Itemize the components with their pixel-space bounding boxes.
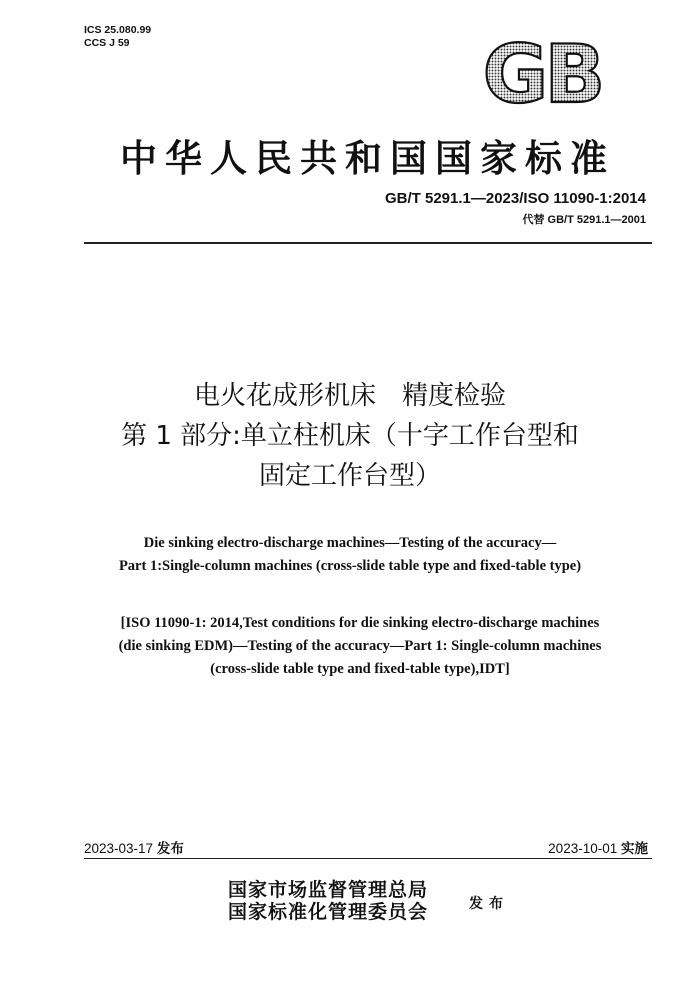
publisher-name: 国家市场监督管理总局 (228, 879, 429, 901)
ics-code: ICS 25.080.99 (84, 24, 152, 36)
english-title-line: Die sinking electro-discharge machines—Testing of the accuracy— (143, 535, 557, 551)
publishers (228, 879, 428, 923)
issue-date-label: 发布 (156, 841, 184, 856)
ccs-code: CCS J 59 (84, 37, 130, 49)
adoption-line: [ISO 11090-1: 2014,Test conditions for die sinking electro-discharge machines (120, 615, 600, 631)
chinese-title-line: 电火花成形机床 精度检验 (193, 381, 506, 411)
adoption-line: (die sinking EDM)—Testing of the accuracy—Part 1: Single-column machines (118, 638, 602, 654)
chinese-title-line: 固定工作台型） (258, 461, 441, 491)
replaces-note: 代替 GB/T 5291.1—2001 (522, 214, 646, 226)
implementation-date-label: 实施 (621, 841, 648, 856)
implementation-date-value: 2023-10-01 (548, 841, 618, 856)
authority-title: 中华人民共和国国家标准 (120, 136, 615, 180)
chinese-title (40, 376, 660, 496)
adoption-statement (70, 612, 650, 681)
english-title (60, 532, 640, 578)
chinese-title-line: 第 1 部分:单立柱机床（十字工作台型和 (121, 421, 579, 451)
issue-date-value: 2023-03-17 (84, 841, 154, 856)
publisher-name: 国家标准化管理委员会 (228, 901, 429, 923)
issue-date (84, 837, 184, 857)
publish-action: 发布 (469, 896, 509, 912)
standard-number: GB/T 5291.1—2023/ISO 11090-1:2014 (384, 190, 646, 207)
footer-divider (84, 858, 652, 859)
implementation-date (548, 837, 648, 857)
gb-logo (470, 36, 614, 108)
english-title-line: Part 1:Single-column machines (cross-slide table type and fixed-table type) (118, 558, 582, 574)
header-divider (84, 242, 652, 244)
adoption-line: (cross-slide table type and fixed-table type),IDT] (210, 661, 510, 677)
gb-logo-text: GB (482, 36, 602, 108)
classification-codes (84, 24, 151, 50)
